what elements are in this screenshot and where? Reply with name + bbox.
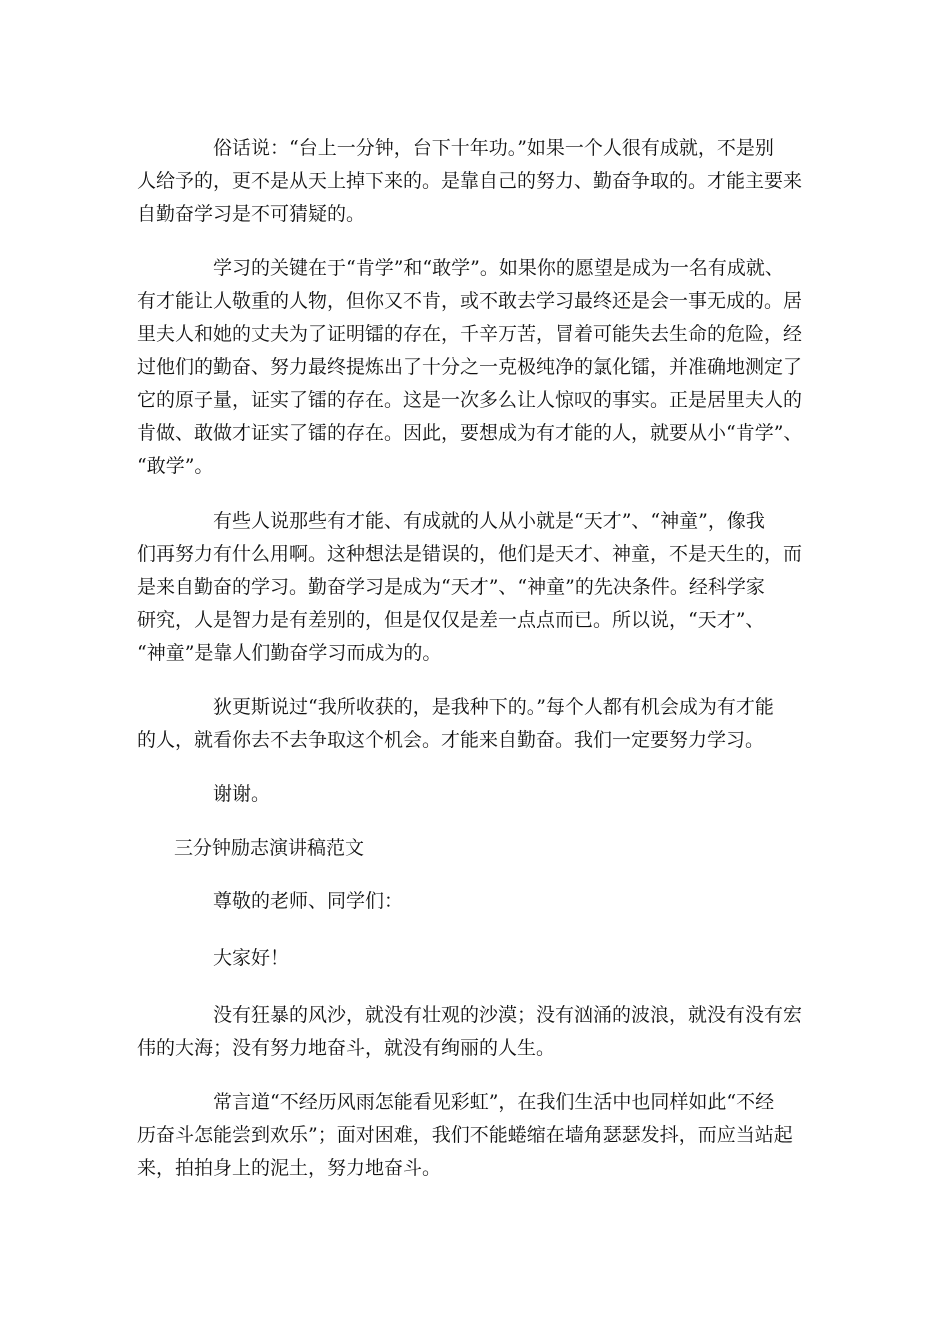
paragraph-line: 尊敬的老师、同学们： [213, 890, 404, 912]
paragraph-line: 里夫人和她的丈夫为了证明镭的存在，千辛万苦，冒着可能失去生命的危险，经 [137, 323, 803, 345]
paragraph-line: “敢学”。 [137, 455, 214, 477]
paragraph-line: 狄更斯说过“我所收获的，是我种下的。”每个人都有机会成为有才能 [213, 696, 774, 718]
paragraph-line: 谢谢。 [213, 783, 271, 805]
paragraph-line: 没有狂暴的风沙，就没有壮观的沙漠；没有汹涌的波浪，就没有没有宏 [213, 1004, 803, 1026]
paragraph-line: 过他们的勤奋、努力最终提炼出了十分之一克极纯净的氯化镭，并准确地测定了 [137, 356, 803, 378]
paragraph-line: 常言道“不经历风雨怎能看见彩虹”，在我们生活中也同样如此“不经 [213, 1091, 775, 1113]
paragraph-6 [137, 1086, 817, 1185]
paragraph-line: 学习的关键在于“肯学”和“敢学”。如果你的愿望是成为一名有成就、 [213, 257, 784, 279]
paragraph-greeting-1 [137, 885, 817, 918]
paragraph-thanks [137, 778, 817, 811]
paragraph-line: 们再努力有什么用啊。这种想法是错误的，他们是天才、神童，不是天生的，而 [137, 543, 803, 565]
paragraph-line: 它的原子量，证实了镭的存在。这是一次多么让人惊叹的事实。正是居里夫人的 [137, 389, 803, 411]
section-title: 三分钟励志演讲稿范文 [174, 837, 365, 859]
paragraph-line: 来，拍拍身上的泥土，努力地奋斗。 [137, 1157, 442, 1179]
paragraph-5 [137, 999, 817, 1065]
paragraph-line: 有才能让人敬重的人物，但你又不肯，或不敢去学习最终还是会一事无成的。居 [137, 290, 803, 312]
paragraph-greeting-2 [137, 942, 817, 975]
paragraph-line: 有些人说那些有才能、有成就的人从小就是“天才”、“神童”，像我 [213, 510, 765, 532]
paragraph-line: 人给予的，更不是从天上掉下来的。是靠自己的努力、勤奋争取的。才能主要来 [137, 170, 803, 192]
paragraph-line: 历奋斗怎能尝到欢乐”；面对困难，我们不能蜷缩在墙角瑟瑟发抖，而应当站起 [137, 1124, 793, 1146]
paragraph-line: 的人，就看你去不去争取这个机会。才能来自勤奋。我们一定要努力学习。 [137, 729, 765, 751]
paragraph-1 [137, 132, 817, 231]
paragraph-line: 自勤奋学习是不可猜疑的。 [137, 203, 366, 225]
paragraph-line: 肯做、敢做才证实了镭的存在。因此，要想成为有才能的人，就要从小“肯学”、 [137, 422, 803, 444]
paragraph-2 [137, 252, 817, 483]
paragraph-line: “神童”是靠人们勤奋学习而成为的。 [137, 642, 442, 664]
paragraph-3 [137, 505, 817, 670]
paragraph-line: 是来自勤奋的学习。勤奋学习是成为“天才”、“神童”的先决条件。经科学家 [137, 576, 765, 598]
paragraph-line: 研究，人是智力是有差别的，但是仅仅是差一点点而已。所以说，“天才”、 [137, 609, 765, 631]
paragraph-line: 俗话说：“台上一分钟，台下十年功。”如果一个人很有成就，不是别 [213, 137, 774, 159]
paragraph-line: 大家好！ [213, 947, 290, 969]
paragraph-4 [137, 691, 817, 757]
paragraph-line: 伟的大海；没有努力地奋斗，就没有绚丽的人生。 [137, 1037, 556, 1059]
